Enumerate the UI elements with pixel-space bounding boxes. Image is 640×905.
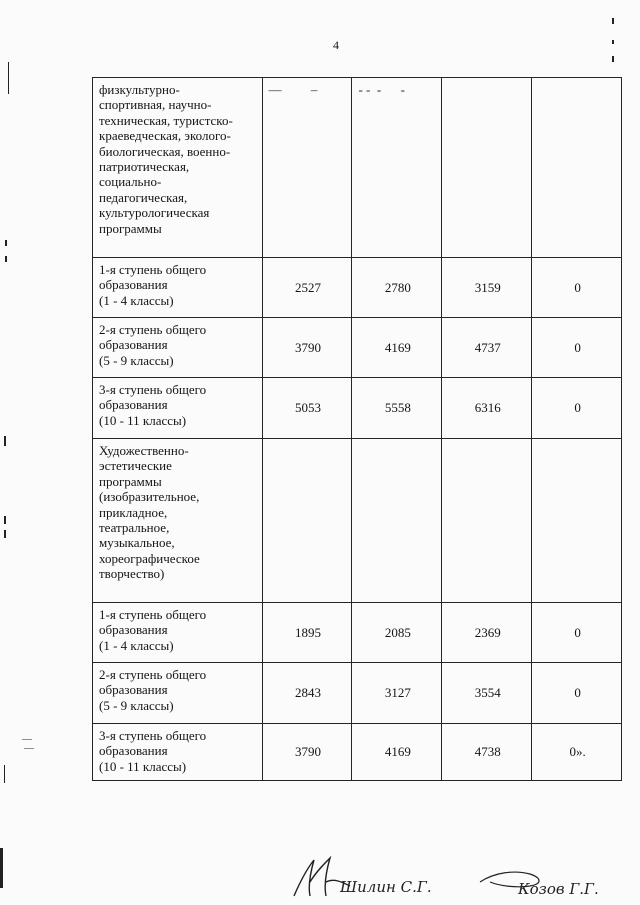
scan-artifact <box>4 436 6 446</box>
row-label: 1-я ступень общего образования (1 - 4 классы) <box>93 258 263 318</box>
row-value-1: 1895 <box>262 603 352 663</box>
scan-artifact <box>8 62 9 94</box>
table-row <box>93 78 622 258</box>
row-value-3: 4737 <box>442 318 532 378</box>
scan-artifact <box>5 256 7 262</box>
row-label: 2-я ступень общего образования (5 - 9 классы) <box>93 318 263 378</box>
row-value-4: 0 <box>532 603 622 663</box>
scan-artifact <box>0 848 3 888</box>
row-value-4: 0 <box>532 258 622 318</box>
scan-artifact <box>612 56 614 62</box>
page-number: 4 <box>333 38 339 52</box>
table-row <box>93 258 622 318</box>
table-row <box>93 724 622 781</box>
row-label: 3-я ступень общего образования (10 - 11 классы) <box>93 724 263 781</box>
row-value-3: 3159 <box>442 258 532 318</box>
row-value-4: 0 <box>532 318 622 378</box>
scan-artifact <box>5 240 7 246</box>
table-row <box>93 378 622 439</box>
table-row <box>93 439 622 603</box>
signatures <box>280 852 620 902</box>
row-value-2: - - - - <box>352 78 442 258</box>
scan-artifact <box>24 748 34 749</box>
row-value-4: 0 <box>532 378 622 439</box>
row-value-1: 3790 <box>262 318 352 378</box>
row-value-2: 4169 <box>352 724 442 781</box>
row-value-3: 3554 <box>442 663 532 724</box>
row-label: 1-я ступень общего образования (1 - 4 классы) <box>93 603 263 663</box>
row-value-4: 0». <box>532 724 622 781</box>
row-value-3 <box>442 439 532 603</box>
scan-artifact <box>612 40 614 44</box>
scan-artifact <box>4 516 6 524</box>
tariff-table <box>92 77 622 781</box>
row-label: физкультурно- спортивная, научно- техническая, туристско- краеведческая, эколого- биологическая, военно- патриотическая, социально- педагогическая, культурологическая программы <box>93 78 263 258</box>
table-row <box>93 663 622 724</box>
row-value-3: 2369 <box>442 603 532 663</box>
row-value-3: 6316 <box>442 378 532 439</box>
row-value-1: 5053 <box>262 378 352 439</box>
table-row <box>93 603 622 663</box>
row-value-2: 2780 <box>352 258 442 318</box>
row-value-2 <box>352 439 442 603</box>
signature-left-name: Шилин С.Г. <box>340 878 432 896</box>
row-value-1 <box>262 439 352 603</box>
signature-right-name: Козов Г.Г. <box>518 880 599 898</box>
row-label: Художественно- эстетические программы (изобразительное, прикладное, театральное, музыкальное, хореографическое творчество) <box>93 439 263 603</box>
row-value-2: 5558 <box>352 378 442 439</box>
scan-artifact <box>22 739 32 740</box>
row-value-4 <box>532 78 622 258</box>
scan-artifact <box>4 530 6 538</box>
scan-artifact <box>612 18 614 24</box>
scan-artifact <box>4 765 5 783</box>
row-label: 3-я ступень общего образования (10 - 11 классы) <box>93 378 263 439</box>
row-value-1: 3790 <box>262 724 352 781</box>
row-value-1: 2527 <box>262 258 352 318</box>
table-row <box>93 318 622 378</box>
row-label: 2-я ступень общего образования (5 - 9 классы) <box>93 663 263 724</box>
row-value-1: 2843 <box>262 663 352 724</box>
row-value-3: 4738 <box>442 724 532 781</box>
row-value-1: — – <box>262 78 352 258</box>
row-value-3 <box>442 78 532 258</box>
row-value-4 <box>532 439 622 603</box>
row-value-2: 3127 <box>352 663 442 724</box>
row-value-2: 2085 <box>352 603 442 663</box>
row-value-2: 4169 <box>352 318 442 378</box>
row-value-4: 0 <box>532 663 622 724</box>
